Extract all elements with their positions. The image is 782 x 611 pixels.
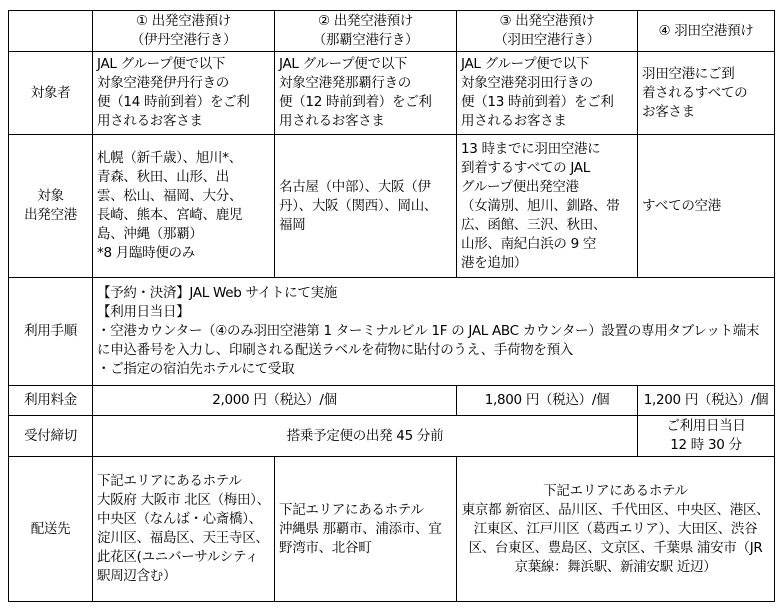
row-procedure	[9, 278, 775, 386]
header-row	[9, 11, 775, 52]
deadline-col-4: ご利用日当日 12 時 30 分	[638, 416, 775, 457]
header-empty	[9, 11, 93, 52]
fee-col-1-2: 2,000 円（税込）/個	[93, 386, 457, 416]
header-col-1: ① 出発空港預け （伊丹空港行き）	[93, 11, 275, 52]
service-comparison-table	[8, 10, 775, 602]
header-col-2: ② 出発空港預け （那覇空港行き）	[275, 11, 457, 52]
deadline-col-1-3: 搭乗予定便の出発 45 分前	[93, 416, 638, 457]
row-label-deadline: 受付締切	[9, 416, 93, 457]
row-label-delivery: 配送先	[9, 457, 93, 602]
airports-col-1: 札幌（新千歳）、旭川*、 青森、秋田、山形、出 雲、松山、福岡、大分、 長崎、熊本、宮崎、鹿児 島、沖縄（那覇） *8 月臨時便のみ	[93, 135, 275, 278]
target-col-3: JAL グループ便で以下 対象空港発羽田行きの 便（13 時前到着）をご利 用されるお客さま	[457, 52, 638, 135]
target-col-1: JAL グループ便で以下 対象空港発伊丹行きの 便（14 時前到着）をご利 用されるお客さま	[93, 52, 275, 135]
target-col-4: 羽田空港にご到 着されるすべての お客さま	[638, 52, 775, 135]
delivery-col-3-4-title: 下記エリアにあるホテル	[543, 482, 688, 499]
header-col-4: ④ 羽田空港預け	[638, 11, 775, 52]
row-deadline	[9, 416, 775, 457]
fee-col-3: 1,800 円（税込）/個	[457, 386, 638, 416]
procedure-text: 【予約・決済】JAL Web サイトにて実施 【利用日当日】 ・空港カウンター（④のみ羽田空港第 1 ターミナルビル 1F の JAL ABC カウンター）設置の専用タブレット端末に申込番号を入力し、印刷される配送ラベルを荷物に貼付のうえ、手荷物を預入 ・ご指定の宿泊先ホテルにて受取	[93, 278, 775, 386]
header-col-3: ③ 出発空港預け （羽田空港行き）	[457, 11, 638, 52]
delivery-col-1: 下記エリアにあるホテル 大阪府 大阪市 北区（梅田）、中央区（なんば・心斎橋）、淀川区、福島区、天王寺区、此花区(ユニバーサルシティ駅周辺含む）	[93, 457, 275, 602]
target-col-2: JAL グループ便で以下 対象空港発那覇行きの 便（12 時前到着）をご利 用されるお客さま	[275, 52, 457, 135]
delivery-col-3-4-areas: 東京都 新宿区、品川区、千代田区、中央区、港区、江東区、江戸川区（葛西エリア）、大田区、渋谷区、台東区、豊島区、文京区、千葉県 浦安市（JR 京葉線：舞浜駅、新浦安駅 近辺）	[461, 501, 770, 575]
row-airports	[9, 135, 775, 278]
airports-col-2: 名古屋（中部）、大阪（伊 丹）、大阪（関西）、岡山、 福岡	[275, 135, 457, 278]
fee-col-4: 1,200 円（税込）/個	[638, 386, 775, 416]
delivery-col-3-4	[457, 457, 775, 602]
row-fee	[9, 386, 775, 416]
delivery-col-2: 下記エリアにあるホテル 沖縄県 那覇市、浦添市、宜野湾市、北谷町	[275, 457, 457, 602]
row-label-procedure: 利用手順	[9, 278, 93, 386]
airports-col-4: すべての空港	[638, 135, 775, 278]
row-delivery	[9, 457, 775, 602]
row-target	[9, 52, 775, 135]
row-label-airports: 対象 出発空港	[9, 135, 93, 278]
airports-col-3: 13 時までに羽田空港に 到着するすべての JAL グループ便出発空港 （女満別、旭川、釧路、帯 広、函館、三沢、秋田、 山形、南紀白浜の 9 空 港を追加）	[457, 135, 638, 278]
row-label-target: 対象者	[9, 52, 93, 135]
row-label-fee: 利用料金	[9, 386, 93, 416]
